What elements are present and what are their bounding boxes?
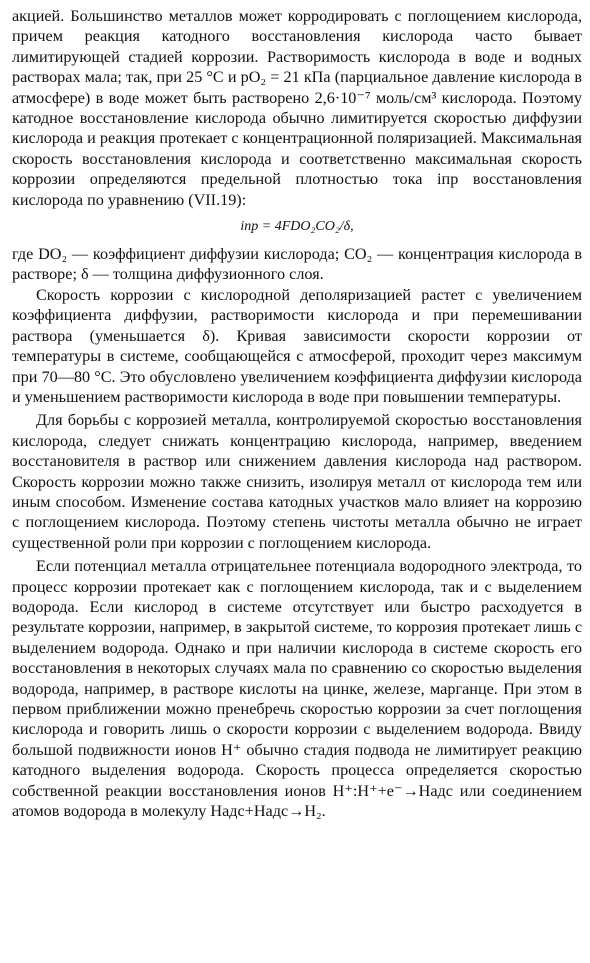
paragraph-1: акцией. Большинство металлов может корродировать с поглощением кислорода, причем реакция катодного восстановления кислорода часто бывает лимитирующей стадией коррозии. Растворимость кислорода в воде и водных растворах мала; так, при 25 °С и pO₂ = 21 кПа (парциальное давление кислорода в атмосфере) в воде может быть растворено 2,6·10⁻⁷ моль/см³ кислорода. Поэтому катодное восстановление кислорода обычно лимитируется скоростью диффузии кислорода и реакция протекает с концентрационной поляризацией. Максимальная скорость восстановления кислорода и соответственно максимальная скорость коррозии определяются предельной плотностью тока iпр восстановления кислорода по уравнению (VII.19): bbox=[12, 7, 582, 209]
formula-limiting-current: iпр = 4FDO₂CO₂/δ, bbox=[240, 219, 354, 235]
paragraph-4: Для борьбы с коррозией металла, контролируемой скоростью восстановления кислорода, следует снижать концентрацию кислорода, например, введением восстановителя в раствор или снижением давления кислорода над раствором. Скорость коррозии можно также снизить, изолируя металл от кислорода тем или иным способом. Изменение состава катодных участков мало влияет на коррозию с поглощением кислорода. Поэтому степень чистоты металла обычно не играет существенной роли при коррозии с поглощением кислорода. bbox=[12, 411, 582, 552]
paragraph-3: Скорость коррозии с кислородной деполяризацией растет с увеличением коэффициента диффузии, растворимости кислорода и при перемешивании раствора (уменьшается δ). Кривая зависимости скорости коррозии от температуры в системе, сообщающейся с атмосферой, проходит через максимум при 70—80 °С. Это обусловлено увеличением коэффициента диффузии кислорода и уменьшением растворимости кислорода в воде при повышении температуры. bbox=[12, 285, 582, 406]
paragraph-5: Если потенциал металла отрицательнее потенциала водородного электрода, то процесс коррозии протекает как с поглощением кислорода, так и с выделением водорода. Если кислород в системе отсутствует или быстро расходуется в результате коррозии, например, в закрытой системе, то коррозия протекает лишь с выделением водорода. Однако и при наличии кислорода в системе скорость его восстановления в некоторых случаях мала по сравнению со скоростью выделения водорода, например, в растворе кислоты на цинке, железе, марганце. При этом в первом приближении можно пренебречь скоростью коррозии за счет поглощения кислорода и говорить лишь о скорости коррозии с выделением водорода. Ввиду большой подвижности ионов H⁺ обычно стадия подвода не лимитирует реакцию катодного выделения водорода. Скорость процесса определяется скоростью собственной реакции восстановления ионов H⁺:H⁺+e⁻→Hадс или соединением атомов водорода в молекулу Hадс+Hадс→H₂. bbox=[12, 557, 582, 821]
paragraph-2: где DO₂ — коэффициент диффузии кислорода; CO₂ — концентрация кислорода в растворе; δ — толщина диффузионного слоя. bbox=[12, 245, 582, 284]
